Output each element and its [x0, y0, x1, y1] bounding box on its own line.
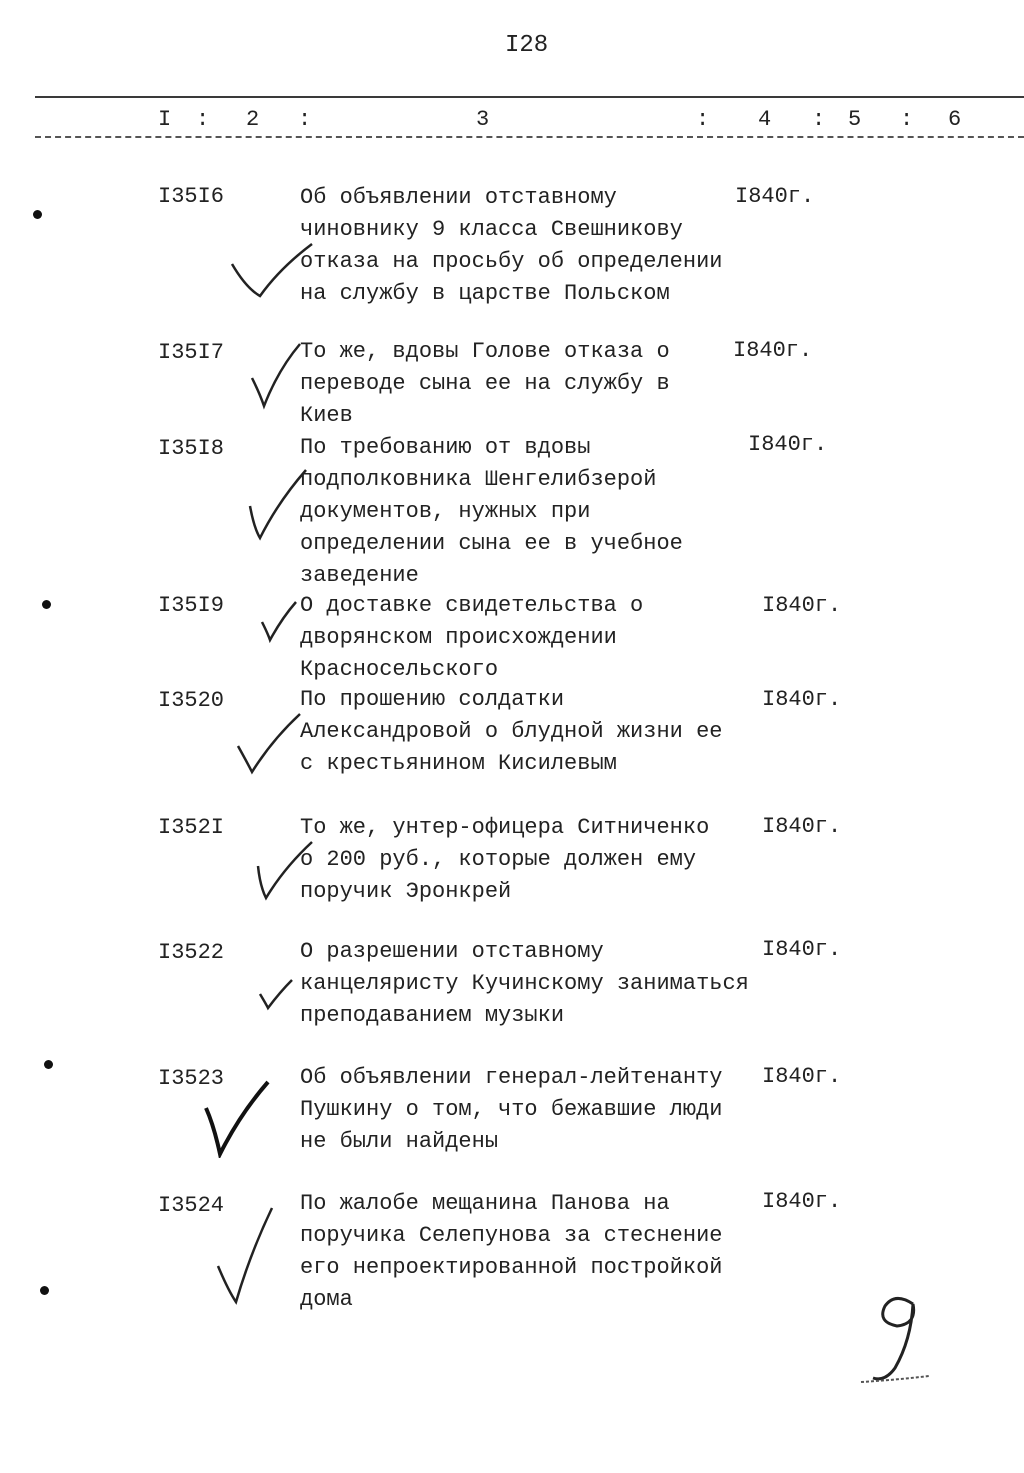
checkmark-icon: [254, 838, 316, 902]
entry-number: I35I9: [158, 593, 225, 618]
punch-hole-icon: [40, 1286, 49, 1295]
checkmark-icon: [258, 598, 300, 644]
entry-number: I3524: [158, 1193, 225, 1218]
checkmark-icon: [256, 976, 296, 1012]
checkmark-icon: [234, 710, 304, 776]
col-header-6: 6: [948, 107, 962, 132]
checkmark-icon: [200, 1078, 272, 1158]
entry-description: Об объявлении отставному чиновнику 9 класса Свешникову отказа на просьбу об определении на службу в царстве Польском: [300, 185, 723, 306]
entry-year: I840г.: [735, 184, 815, 209]
entry-description: Об объявлении генерал-лейтенанту Пушкину о том, что бежавшие люди не были найдены: [300, 1065, 723, 1154]
entry-year: I840г.: [762, 1189, 842, 1214]
col-header-sep-2: :: [298, 107, 312, 132]
header-rule-bottom: [35, 136, 1024, 138]
entry-description: По требованию от вдовы подполковника Шенгелибзерой документов, нужных при определении сына ее в учебное заведение: [300, 435, 683, 588]
checkmark-icon: [244, 466, 310, 542]
col-header-sep-3: :: [696, 107, 710, 132]
entry-description: По жалобе мещанина Панова на поручика Селепунова за стеснение его непроектированной постройкой дома: [300, 1191, 723, 1312]
entry-description: О разрешении отставному канцеляристу Кучинскому заниматься преподаванием музыки: [300, 939, 749, 1028]
entry-year: I840г.: [762, 593, 842, 618]
entry-description: То же, вдовы Голове отказа о переводе сына ее на службу в Киев: [300, 339, 670, 428]
col-header-4: 4: [758, 107, 772, 132]
entry-year: I840г.: [733, 338, 813, 363]
entry-year: I840г.: [762, 1064, 842, 1089]
col-header-1: I: [158, 107, 172, 132]
entry-number: I35I7: [158, 340, 225, 365]
col-header-5: 5: [848, 107, 862, 132]
entry-number: I35I6: [158, 184, 225, 209]
punch-hole-icon: [33, 210, 42, 219]
entry-year: I840г.: [748, 432, 828, 457]
entry-year: I840г.: [762, 687, 842, 712]
col-header-sep-4: :: [812, 107, 826, 132]
entry-number: I3523: [158, 1066, 225, 1091]
checkmark-icon: [214, 1204, 276, 1306]
checkmark-icon: [228, 240, 318, 304]
header-rule-top: [35, 96, 1024, 98]
page-number: I28: [505, 32, 549, 59]
col-header-sep-5: :: [900, 107, 914, 132]
entry-description: То же, унтер-офицера Ситниченко о 200 руб., которые должен ему поручик Эронкрей: [300, 815, 710, 904]
entry-year: I840г.: [762, 937, 842, 962]
entry-number: I3520: [158, 688, 225, 713]
entry-description: По прошению солдатки Александровой о блудной жизни ее с крестьянином Кисилевым: [300, 687, 723, 776]
entry-number: I3522: [158, 940, 225, 965]
punch-hole-icon: [42, 600, 51, 609]
checkmark-icon: [248, 340, 304, 410]
entry-number: I35I8: [158, 436, 225, 461]
col-header-3: 3: [476, 107, 490, 132]
entry-description: О доставке свидетельства о дворянском происхождении Красносельского: [300, 593, 644, 682]
entry-number: I352I: [158, 815, 225, 840]
col-header-2: 2: [246, 107, 260, 132]
handwritten-folio-number: [855, 1290, 935, 1390]
punch-hole-icon: [44, 1060, 53, 1069]
entry-year: I840г.: [762, 814, 842, 839]
col-header-sep-1: :: [196, 107, 210, 132]
